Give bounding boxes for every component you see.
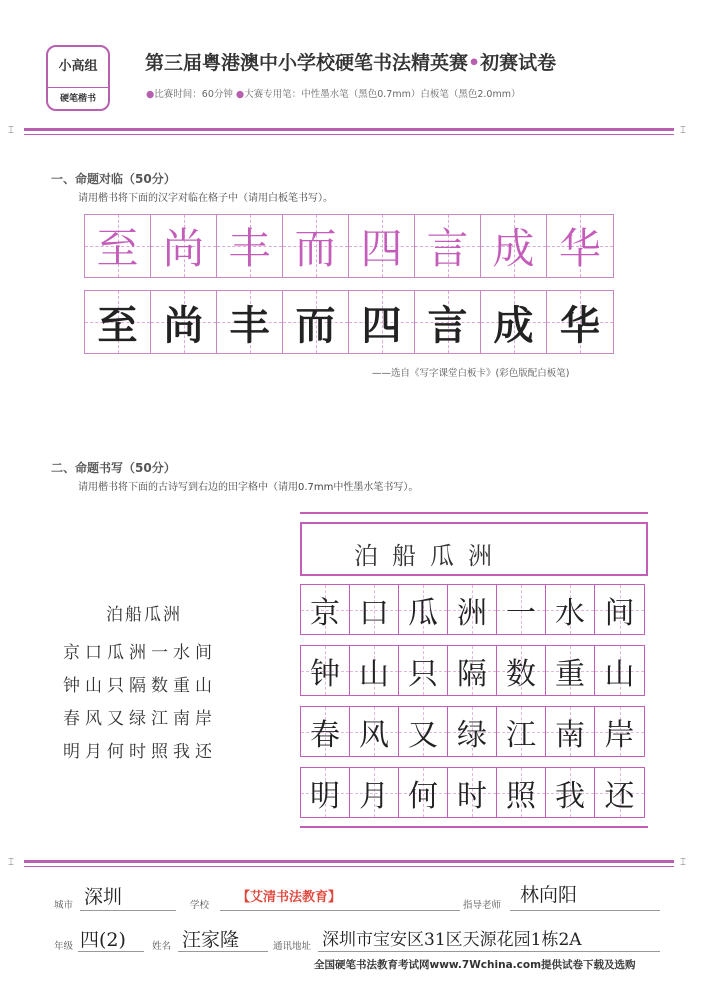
ornament-right-icon: ⌶ — [680, 125, 686, 136]
model-cell: 尚 — [151, 215, 217, 277]
model-cell: 至 — [85, 215, 151, 277]
writing-cell: 时 — [448, 768, 497, 817]
writing-cell: 数 — [497, 646, 546, 695]
model-char-grid — [84, 214, 614, 278]
grade-label: 年级 — [54, 941, 74, 952]
writing-row — [300, 706, 645, 757]
model-cell: 华 — [547, 215, 613, 277]
address-line — [318, 951, 660, 952]
writing-cell: 风 — [350, 707, 399, 756]
writing-cell: 钟 — [301, 646, 350, 695]
model-cell: 四 — [349, 215, 415, 277]
writing-cell: 间 — [595, 585, 644, 634]
footer-divider — [24, 860, 674, 863]
header-divider-thin — [24, 134, 674, 135]
writing-cell: 我 — [546, 768, 595, 817]
section1-title: 一、命题对临（50分） — [51, 172, 176, 186]
copy-char-grid — [84, 290, 614, 354]
grade-line — [78, 951, 144, 952]
writing-cell: 水 — [546, 585, 595, 634]
page-title — [145, 48, 556, 75]
website-note: 全国硬笔书法教育考试网www.7Wchina.com提供试卷下载及选购 — [314, 959, 636, 971]
writing-cell: 江 — [497, 707, 546, 756]
address-value: 深圳市宝安区31区天源花园1栋2A — [322, 930, 582, 950]
writing-cell: 照 — [497, 768, 546, 817]
title-main: 第三届粤港澳中小学校硬笔书法精英赛 — [145, 52, 469, 74]
written-title: 泊船瓜洲 — [354, 542, 506, 570]
copy-cell: 言 — [415, 291, 481, 353]
name-line — [178, 951, 268, 952]
time-info: 比赛时间：60分钟 — [154, 89, 233, 100]
ornament-right-icon: ⌶ — [680, 857, 686, 868]
teacher-value: 林向阳 — [520, 884, 578, 906]
title-dot: • — [468, 52, 481, 74]
writing-cell: 又 — [399, 707, 448, 756]
model-cell: 成 — [481, 215, 547, 277]
school-value: 【艾清书法教育】 — [237, 890, 342, 905]
writing-cell: 京 — [301, 585, 350, 634]
writing-cell: 只 — [399, 646, 448, 695]
writing-cell: 还 — [595, 768, 644, 817]
ornament-left-icon: ⌶ — [8, 857, 14, 868]
poem-line: 钟山只隔数重山 — [63, 676, 217, 696]
writing-row — [300, 645, 645, 696]
school-label: 学校 — [190, 900, 210, 911]
copy-cell: 尚 — [151, 291, 217, 353]
group-label: 小高组 — [58, 59, 98, 74]
model-cell: 而 — [283, 215, 349, 277]
model-cell: 丰 — [217, 215, 283, 277]
teacher-line — [510, 910, 660, 911]
writing-cell: 瓜 — [399, 585, 448, 634]
writing-cell: 南 — [546, 707, 595, 756]
copy-cell: 四 — [349, 291, 415, 353]
writing-cell: 重 — [546, 646, 595, 695]
writing-cell: 月 — [350, 768, 399, 817]
writing-cell: 洲 — [448, 585, 497, 634]
city-line — [80, 910, 176, 911]
exam-info: ●比赛时间：60分钟 ●大赛专用笔：中性墨水笔（黑色0.7mm）白板笔（黑色2.0mm） — [146, 89, 521, 100]
writing-cell: 山 — [350, 646, 399, 695]
writing-cell: 春 — [301, 707, 350, 756]
writing-top-rule — [300, 512, 648, 514]
group-sub-label: 硬笔楷书 — [48, 87, 108, 104]
writing-cell: 明 — [301, 768, 350, 817]
writing-cell: 何 — [399, 768, 448, 817]
writing-cell: 一 — [497, 585, 546, 634]
poem-line: 明月何时照我还 — [63, 742, 217, 762]
copy-cell: 而 — [283, 291, 349, 353]
group-badge — [46, 45, 110, 111]
writing-row — [300, 767, 645, 818]
ornament-left-icon: ⌶ — [8, 125, 14, 136]
section2-title: 二、命题书写（50分） — [51, 461, 176, 475]
header-divider — [24, 128, 674, 131]
writing-row — [300, 584, 645, 635]
footer-divider-thin — [24, 866, 674, 867]
poem-line: 春风又绿江南岸 — [63, 709, 217, 729]
copy-cell: 至 — [85, 291, 151, 353]
school-line — [220, 910, 460, 911]
writing-cell: 绿 — [448, 707, 497, 756]
source-note: ——选自《写字课堂白板卡》(彩色版配白板笔) — [372, 368, 570, 379]
section2-instruction: 请用楷书将下面的古诗写到右边的田字格中（请用0.7mm中性墨水笔书写）。 — [78, 482, 419, 493]
city-value: 深圳 — [84, 886, 123, 908]
city-label: 城市 — [54, 900, 74, 911]
writing-cell: 山 — [595, 646, 644, 695]
copy-cell: 华 — [547, 291, 613, 353]
writing-cell: 岸 — [595, 707, 644, 756]
name-value: 汪家隆 — [182, 929, 240, 951]
writing-cell: 隔 — [448, 646, 497, 695]
model-cell: 言 — [415, 215, 481, 277]
teacher-label: 指导老师 — [463, 900, 502, 911]
poem-line: 京口瓜洲一水间 — [63, 643, 217, 663]
writing-bottom-rule — [300, 826, 648, 828]
pen-info: 大赛专用笔：中性墨水笔（黑色0.7mm）白板笔（黑色2.0mm） — [244, 89, 521, 100]
address-label: 通讯地址 — [273, 941, 312, 952]
written-title-box — [300, 522, 648, 576]
title-suffix: 初赛试卷 — [480, 52, 557, 74]
poem-title: 泊船瓜洲 — [106, 605, 182, 625]
copy-cell: 成 — [481, 291, 547, 353]
writing-cell: 口 — [350, 585, 399, 634]
section1-instruction: 请用楷书将下面的汉字对临在格子中（请用白板笔书写）。 — [78, 193, 333, 204]
grade-value: 四(2) — [80, 929, 126, 951]
name-label: 姓名 — [152, 941, 172, 952]
copy-cell: 丰 — [217, 291, 283, 353]
